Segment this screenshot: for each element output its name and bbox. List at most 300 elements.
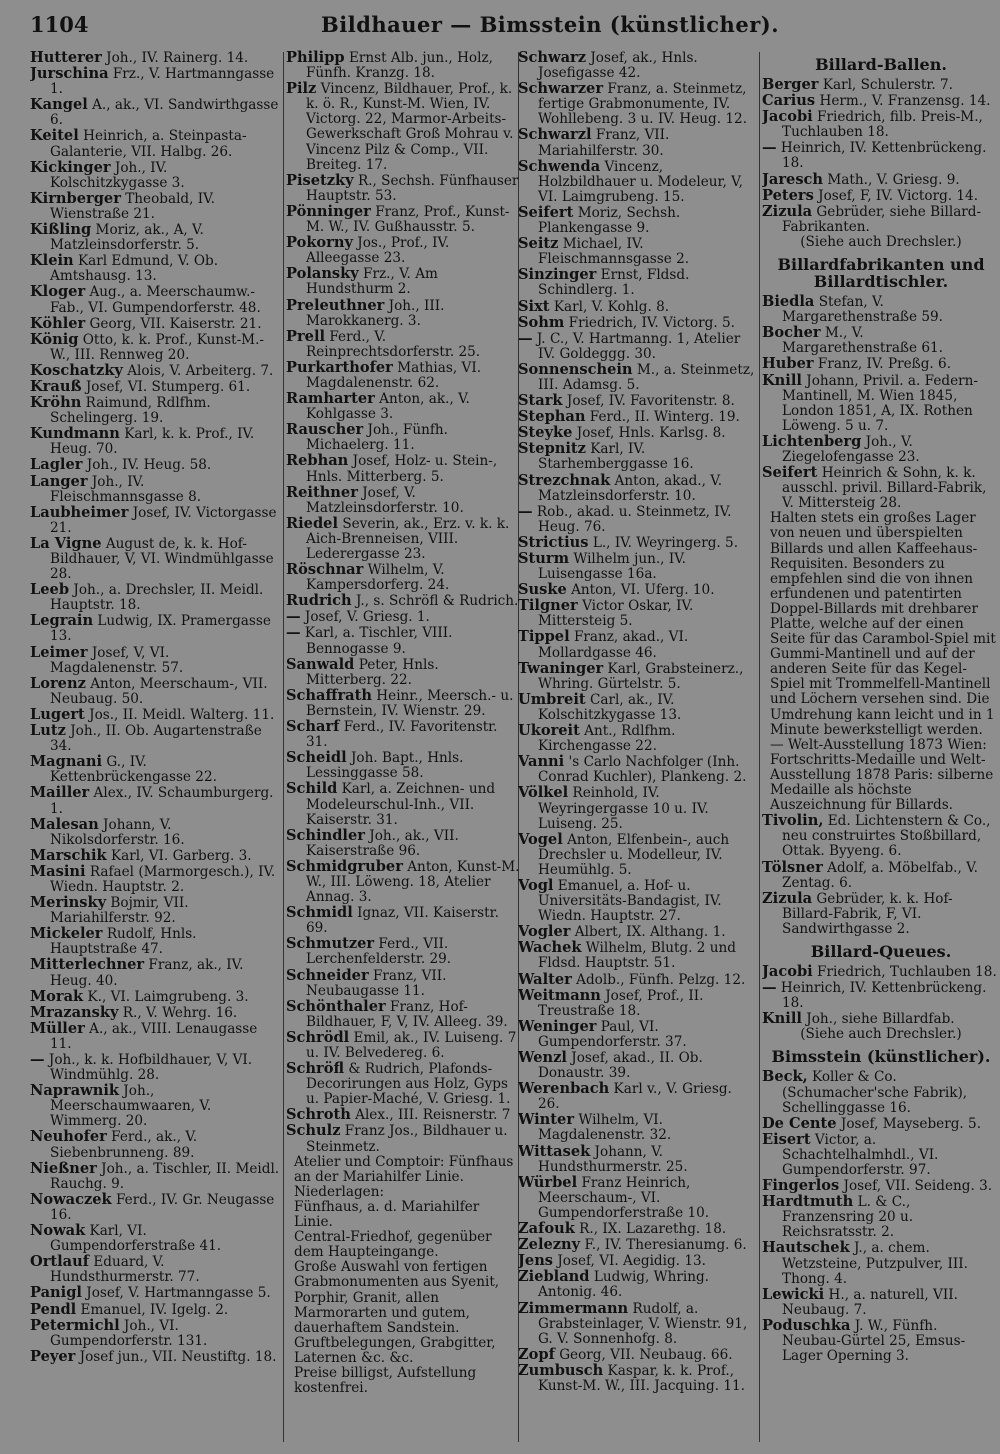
entry-details: Victor Oskar, IV. Mittersteig 5.	[538, 598, 694, 630]
entry-details: M., V. Margarethenstraße 61.	[782, 325, 943, 357]
entry-name: Wachek	[518, 939, 582, 957]
entry-details: Joh., IV. Fleischmannsgasse 8.	[50, 473, 202, 505]
entry-name: Seifert	[762, 464, 818, 482]
entry-name: Weninger	[518, 1017, 597, 1035]
directory-entry	[762, 891, 1000, 937]
directory-entry	[518, 127, 756, 158]
entry-details: Franz, akad., VI. Mollardgasse 46.	[538, 629, 689, 661]
entry-details: Ludwig, Whring. Antonig. 46.	[538, 1269, 709, 1301]
directory-entry	[30, 1254, 280, 1285]
entry-name: La Vigne	[30, 534, 102, 552]
entry-name: Nowak	[30, 1222, 86, 1240]
directory-entry	[518, 1175, 756, 1221]
directory-entry	[286, 968, 520, 999]
entry-name: De Cente	[762, 1114, 837, 1132]
directory-entry	[518, 661, 756, 692]
directory-entry	[286, 485, 520, 516]
entry-details: Josef, IV. Favoritenstr. 8.	[562, 393, 735, 410]
entry-name: Koschatzky	[30, 361, 123, 379]
entry-name: Wenzl	[518, 1049, 567, 1066]
entry-details: Josef, Mayseberg. 5.	[836, 1115, 982, 1132]
entry-details: Math., V. Griesg. 9.	[823, 171, 960, 188]
entry-details: Joh., V. Ziegelofengasse 23.	[782, 433, 920, 465]
entry-details: Karl, Grabsteinerz., Whring. Gürtelstr. 5.	[538, 660, 744, 692]
entry-name: Marschik	[30, 846, 107, 864]
entry-name: Schwarz	[518, 50, 587, 66]
directory-entry	[286, 1107, 520, 1123]
section-heading: Billard-Queues.	[810, 941, 952, 961]
directory-entry	[30, 128, 280, 159]
directory-entry	[30, 66, 280, 97]
entry-name: Scheidl	[286, 749, 347, 767]
directory-entry	[518, 940, 756, 971]
entry-details: Josef, IV. Victorgasse 21.	[50, 504, 277, 536]
entry-details: Josef, V. Griesg. 1.	[300, 609, 430, 626]
directory-entry	[762, 1194, 1000, 1240]
entry-details: Karl, IV. Starhemberggasse 16.	[538, 441, 694, 473]
directory-entry	[30, 284, 280, 315]
entry-details: Anton, Elfenbein-, auch Drechsler u. Modelleur, IV. Heumühlg. 5.	[538, 831, 730, 878]
entry-details: J., s. Schröfl & Rudrich.	[351, 593, 519, 610]
entry-details: Heinrich, a. Steinpasta-Galanterie, VII. Halbg. 26.	[50, 128, 247, 160]
directory-entry	[518, 1144, 756, 1175]
entry-details: L., IV. Weyringerg. 5.	[588, 534, 739, 551]
directory-entry	[286, 1030, 520, 1061]
entry-name: Sturm	[518, 550, 570, 567]
entry-name: Schwarzl	[518, 126, 592, 144]
entry-details: Kaspar, k. k. Prof., Kunst-M. W., III. Jacquing. 11.	[538, 1362, 745, 1394]
directory-entry	[30, 1302, 280, 1318]
entry-details: Franz, Hof-Bildhauer, F, V, IV. Alleeg. 39.	[306, 998, 508, 1030]
entry-name: Mickeler	[30, 925, 103, 943]
entry-details: Aug., a. Meerschaumw.-Fab., VI. Gumpendorferstr. 48.	[50, 284, 261, 316]
directory-entry	[762, 1132, 1000, 1178]
entry-details: Joh., III. Marokkanerg. 3.	[306, 297, 445, 329]
entry-details: Vincenz, Bildhauer, Prof., k. k. ö. R., Kunst-M. Wien, IV. Victorg. 22, Marmor-Arbeits-Gewerkschaft Groß Mohrau v. Vincenz Pilz & Comp., VII. Breiteg. 17.	[306, 81, 514, 173]
directory-entry	[762, 172, 1000, 188]
entry-name: Jurschina	[30, 65, 109, 83]
directory-entry	[518, 441, 756, 472]
directory-entry	[286, 828, 520, 859]
directory-entry	[286, 999, 520, 1030]
directory-entry	[30, 848, 280, 864]
entry-name: Vogel	[518, 830, 563, 848]
entry-details: Joh., ak., VII. Kaiserstraße 96.	[306, 827, 459, 859]
directory-entry	[762, 356, 1000, 372]
entry-name: Pokorny	[286, 234, 353, 252]
entry-details: Ferd., IV. Favoritenstr. 31.	[306, 719, 498, 751]
directory-entry	[286, 266, 520, 297]
entry-details: Heinrich, IV. Kettenbrückeng. 18.	[776, 980, 987, 1012]
entry-details: Anton, akad., V. Matzleinsdorferstr. 10.	[538, 472, 723, 504]
entry-name: Schulz	[286, 1122, 341, 1140]
entry-name: Neuhofer	[30, 1128, 107, 1146]
directory-entry	[286, 750, 520, 781]
directory-entry	[286, 235, 520, 266]
directory-entry	[518, 878, 756, 924]
column-rule	[283, 52, 284, 1442]
entry-name: Ortlauf	[30, 1253, 90, 1271]
entry-details: Karl Edmund, V. Ob. Amtshausg. 13.	[50, 253, 219, 285]
entry-details: Ludwig, IX. Pramergasse 13.	[50, 613, 271, 645]
entry-name: —	[286, 624, 301, 642]
entry-name: Mitterlechner	[30, 956, 145, 974]
entry-name: Stark	[518, 392, 563, 410]
column-rule	[759, 52, 760, 1442]
entry-details: H., a. naturell, VII. Neubaug. 7.	[782, 1286, 958, 1318]
entry-details: Joh., II. Ob. Augartenstraße 34.	[50, 723, 262, 755]
entry-details: Heinr., Meersch.- u. Bernstein, IV. Wienstr. 29.	[306, 687, 514, 719]
entry-details: Severin, ak., Erz. v. k. k. Aich-Brenneisen, VIII. Lederergasse 23.	[306, 515, 510, 562]
directory-entry	[30, 1223, 280, 1254]
directory-entry	[286, 81, 520, 173]
entry-name: —	[762, 979, 777, 997]
entry-details: Franz, ak., IV. Heug. 40.	[50, 957, 244, 989]
directory-entry	[286, 1123, 520, 1154]
directory-entry	[30, 457, 280, 473]
entry-details: Josef, VI. Stumperg. 61.	[81, 378, 251, 395]
entry-details: Karl v., V. Griesg. 26.	[538, 1081, 732, 1113]
entry-name: Zopf	[518, 1345, 555, 1363]
entry-name: Knill	[762, 1010, 802, 1028]
entry-details: J. W., Fünfh. Neubau-Gürtel 25, Emsus-Lager Operning 3.	[782, 1317, 966, 1365]
entry-name: Kirnberger	[30, 189, 121, 207]
advertisement-line: Niederlagen:	[294, 1183, 385, 1200]
entry-name: Fingerlos	[762, 1177, 840, 1195]
entry-details: Joh., k. k. Hofbildhauer, V, VI. Windmühlg. 28.	[44, 1052, 253, 1084]
entry-name: Lorenz	[30, 674, 86, 692]
directory-entry	[30, 316, 280, 332]
directory-entry	[30, 817, 280, 848]
directory-entry	[518, 267, 756, 298]
directory-entry	[518, 972, 756, 988]
entry-details: Adolb., Fünfh. Pelzg. 12.	[571, 971, 746, 988]
directory-entry	[286, 562, 520, 593]
entry-details: Rafael (Marmorgesch.), IV. Wiedn. Hauptstr. 2.	[50, 863, 276, 895]
entry-name: Magnani	[30, 753, 103, 771]
entry-details: Adolf, a. Möbelfab., V. Zentag. 6.	[782, 859, 978, 891]
directory-entry	[762, 980, 1000, 1011]
entry-name: Strezchnak	[518, 471, 611, 489]
entry-name: Krauß	[30, 377, 82, 395]
directory-entry	[762, 1240, 1000, 1286]
entry-details: Ferd., V. Reinprechtsdorferstr. 25.	[306, 328, 481, 360]
entry-name: Schmidgruber	[286, 857, 403, 875]
entry-details: Josef, VI. Aegidig. 13.	[553, 1253, 706, 1270]
entry-name: Panigl	[30, 1284, 82, 1302]
directory-entry	[762, 373, 1000, 434]
entry-details: Emanuel, a. Hof- u. Universitäts-Bandagist, IV. Wiedn. Hauptstr. 27.	[538, 877, 722, 925]
directory-entry	[286, 1061, 520, 1107]
directory-entry	[518, 629, 756, 660]
entry-name: Bocher	[762, 324, 821, 342]
directory-entry	[30, 1285, 280, 1301]
advertisement-line: Fünfhaus, a. d. Mariahilfer Linie.	[294, 1198, 480, 1231]
entry-name: —	[286, 608, 301, 626]
entry-details: Ant., Rdlfhm. Kirchengasse 22.	[538, 723, 676, 755]
entry-name: Lutz	[30, 722, 66, 740]
entry-name: Tölsner	[762, 858, 823, 876]
directory-entry	[518, 205, 756, 236]
directory-entry	[518, 362, 756, 393]
directory-entry	[30, 1318, 280, 1349]
entry-details: Franz Jos., Bildhauer u. Steinmetz.	[306, 1123, 508, 1155]
directory-entry	[30, 395, 280, 426]
entry-details: Anton, Kunst-M. W., III. Löweng. 18, Atelier Annag. 3.	[306, 858, 520, 906]
entry-name: Stepnitz	[518, 440, 586, 458]
directory-entry	[762, 1011, 1000, 1027]
entry-details: L. & C., Franzensring 20 u. Reichsratsstr. 2.	[782, 1194, 914, 1241]
entry-details: Friedrich, IV. Victorg. 5.	[564, 314, 735, 331]
entry-details: Karl, Schulerstr. 7.	[818, 77, 953, 93]
entry-name: Twaninger	[518, 659, 604, 677]
directory-entry	[286, 609, 520, 625]
entry-details: Ernst, Fldsd. Schindlerg. 1.	[538, 267, 690, 299]
entry-name: Pisetzky	[286, 171, 354, 189]
entry-details: & Rudrich, Plafonds-Decorirungen aus Holz, Gyps u. Papier-Maché, V. Griesg. 1.	[306, 1061, 511, 1108]
entry-details: Josef, Holz- u. Stein-, Hnls. Mitterberg. 5.	[306, 453, 498, 485]
entry-details: Anton, Meerschaum-, VII. Neubaug. 50.	[50, 675, 268, 707]
entry-details: Bojmir, VII. Mariahilferstr. 92.	[50, 895, 189, 927]
entry-details: Franz Heinrich, Meerschaum-, VI. Gumpendorferstraße 10.	[538, 1174, 710, 1221]
running-title: Bildhauer — Bimsstein (künstlicher).	[320, 12, 779, 37]
entry-name: Eisert	[762, 1130, 811, 1148]
entry-name: Weitmann	[518, 986, 601, 1004]
directory-entry	[30, 332, 280, 363]
entry-name: Rebhan	[286, 452, 349, 470]
entry-details: Otto, k. k. Prof., Kunst-M.-W., III. Rennweg 20.	[50, 331, 265, 363]
entry-name: Scharf	[286, 718, 340, 736]
entry-name: Schwenda	[518, 157, 601, 175]
entry-name: —	[762, 139, 777, 157]
entry-name: Jens	[518, 1252, 554, 1270]
directory-entry	[518, 1269, 756, 1300]
entry-details: A., ak., VI. Sandwirthgasse 6.	[50, 97, 279, 129]
entry-name: Lewicki	[762, 1285, 825, 1303]
directory-entry	[286, 936, 520, 967]
entry-name: Huber	[762, 355, 814, 373]
directory-entry	[30, 379, 280, 395]
entry-details: Josef jun., VII. Neustiftg. 18.	[75, 1348, 277, 1365]
entry-name: —	[518, 502, 533, 520]
entry-name: Lugert	[30, 705, 85, 723]
entry-name: Kundmann	[30, 425, 120, 443]
advertisement-block	[762, 511, 1000, 813]
entry-name: Schneider	[286, 966, 369, 984]
entry-name: Zelezny	[518, 1236, 581, 1254]
entry-name: Merinsky	[30, 894, 107, 912]
directory-entry	[30, 895, 280, 926]
entry-details: Franz, Prof., Kunst-M. W., IV. Gußhausstr. 5.	[306, 203, 510, 236]
entry-details: Johann, V. Nikolsdorferstr. 16.	[50, 816, 185, 848]
entry-details: August de, k. k. Hof-Bildhauer, V, VI. Windmühlgasse 28.	[50, 535, 274, 583]
directory-entry	[518, 754, 756, 785]
entry-name: Petermichl	[30, 1316, 120, 1334]
entry-name: Biedla	[762, 293, 815, 311]
directory-entry	[30, 363, 280, 379]
entry-details: Jos., II. Meidl. Walterg. 11.	[84, 706, 275, 723]
entry-details: Koller & Co. (Schumacher'sche Fabrik), Schellinggasse 16.	[782, 1069, 968, 1116]
entry-name: Hautschek	[762, 1239, 850, 1257]
entry-details: Wilhelm, VI. Magdalenenstr. 32.	[538, 1112, 672, 1144]
directory-entry	[518, 425, 756, 441]
column-1	[30, 50, 280, 1445]
directory-entry	[286, 173, 520, 204]
directory-entry	[518, 1347, 756, 1363]
directory-entry	[286, 657, 520, 688]
entry-details: Josef, akad., II. Ob. Donaustr. 39.	[538, 1050, 703, 1082]
entry-details: Joh., siehe Billardfab.	[801, 1011, 955, 1028]
entry-details: Ferd., VII. Lerchenfelderstr. 29.	[306, 936, 452, 968]
entry-details: Karl, V. Kohlg. 8.	[549, 298, 670, 315]
directory-entry	[30, 785, 280, 816]
entry-details: Josef, VII. Seideng. 3.	[839, 1178, 993, 1195]
directory-entry	[762, 1116, 1000, 1132]
entry-details: K., VI. Laimgrubeng. 3.	[83, 988, 249, 1005]
entry-name: Tippel	[518, 628, 570, 646]
directory-entry	[518, 393, 756, 409]
page-number: 1104	[30, 12, 89, 37]
directory-entry	[518, 315, 756, 331]
entry-details: Josef, Hnls. Karlsg. 8.	[572, 425, 726, 442]
entry-details: Joh., a. Tischler, II. Meidl. Rauchg. 9.	[50, 1160, 280, 1192]
entry-name: Vogl	[518, 876, 554, 894]
section-heading: Billardfabrikanten und Billardtischler.	[777, 255, 985, 292]
entry-details: Herm., V. Franzensg. 14.	[815, 93, 991, 110]
directory-entry	[30, 1161, 280, 1192]
entry-name: Preleuthner	[286, 296, 385, 314]
directory-entry	[286, 859, 520, 905]
directory-entry	[30, 1349, 280, 1365]
entry-details: Moriz, Sechsh. Plankengasse 9.	[538, 204, 681, 237]
entry-name: Völkel	[518, 784, 569, 802]
directory-entry	[518, 1112, 756, 1143]
entry-name: Mrazansky	[30, 1003, 119, 1021]
directory-entry	[518, 1081, 756, 1112]
directory-entry	[30, 1021, 280, 1052]
entry-name: Schrödl	[286, 1028, 350, 1046]
directory-entry	[518, 582, 756, 598]
entry-name: Kißling	[30, 221, 92, 239]
entry-details: Ferd., IV. Gr. Neugasse 16.	[50, 1191, 275, 1223]
entry-name: Rauscher	[286, 421, 364, 439]
entry-name: Zizula	[762, 889, 813, 907]
entry-name: Schönthaler	[286, 997, 386, 1015]
entry-name: Polansky	[286, 265, 359, 283]
directory-entry	[518, 409, 756, 425]
directory-entry	[518, 924, 756, 940]
entry-details: Alex., IV. Schaumburgerg. 1.	[50, 785, 274, 817]
entry-name: Mailler	[30, 784, 90, 802]
directory-entry	[286, 781, 520, 827]
entry-name: Sonnenschein	[518, 360, 633, 378]
directory-entry	[286, 50, 520, 81]
entry-name: Werenbach	[518, 1080, 610, 1098]
entry-details: Karl, k. k. Prof., IV. Heug. 70.	[50, 426, 255, 458]
directory-entry	[286, 204, 520, 235]
entry-details: Rudolf, a. Grabsteinlager, V. Wienstr. 91, G. V. Sonnenhofg. 8.	[538, 1300, 748, 1347]
entry-name: Prell	[286, 327, 326, 345]
entry-details: Franz, a. Steinmetz, fertige Grabmonumente, IV. Wohllebeng. 3 u. IV. Heug. 12.	[538, 81, 748, 128]
entry-name: Sohm	[518, 313, 565, 331]
entry-details: Michael, IV. Fleischmannsgasse 2.	[538, 236, 690, 268]
directory-entry	[518, 1050, 756, 1081]
entry-details: Franz, VII. Mariahilferstr. 30.	[538, 127, 670, 159]
entry-details: Stefan, V. Margarethenstraße 59.	[782, 294, 943, 326]
entry-name: Müller	[30, 1019, 85, 1037]
entry-name: Naprawnik	[30, 1082, 119, 1100]
entry-details: Vincenz, Holzbildhauer u. Modeleur, V, VI. Laimgrubeng. 15.	[538, 158, 743, 205]
directory-entry	[286, 453, 520, 484]
entry-details: R., IX. Lazarethg. 18.	[574, 1221, 727, 1238]
entry-details: Karl, VI. Gumpendorferstraße 41.	[50, 1223, 222, 1255]
entry-name: Lagler	[30, 456, 83, 474]
entry-name: Kickinger	[30, 158, 111, 176]
entry-details: Georg, VII. Kaiserstr. 21.	[85, 315, 262, 332]
entry-details: Eduard, V. Hundsthurmerstr. 77.	[50, 1254, 200, 1286]
directory-entry	[518, 1221, 756, 1237]
entry-name: Schroth	[286, 1106, 351, 1124]
entry-name: Morak	[30, 987, 84, 1005]
cross-reference-note: (Siehe auch Drechsler.)	[800, 1026, 962, 1043]
directory-entry	[30, 676, 280, 707]
directory-entry	[518, 1363, 756, 1394]
directory-entry	[762, 325, 1000, 356]
directory-entry	[30, 613, 280, 644]
entry-name: Knill	[762, 371, 802, 389]
cross-reference-note: (Siehe auch Drechsler.)	[800, 233, 962, 250]
directory-entry	[30, 97, 280, 128]
entry-details: Ferd., II. Winterg. 19.	[585, 409, 740, 426]
entry-details: Joh., IV. Kolschitzkygasse 3.	[50, 159, 185, 191]
directory-entry	[30, 253, 280, 284]
directory-entry	[518, 504, 756, 535]
directory-entry	[286, 625, 520, 656]
entry-name: Tilgner	[518, 597, 578, 615]
entry-name: Kloger	[30, 283, 86, 301]
entry-name: Zafouk	[518, 1220, 575, 1238]
entry-details: Joh., Meerschaumwaaren, V. Wimmerg. 20.	[50, 1083, 212, 1130]
entry-details: Karl, VI. Garberg. 3.	[106, 847, 252, 864]
entry-name: Schindler	[286, 826, 365, 844]
entry-details: J., a. chem. Wetzsteine, Putzpulver, III. Thong. 4.	[782, 1240, 968, 1287]
entry-name: Schaffrath	[286, 686, 372, 704]
directory-entry	[30, 536, 280, 582]
entry-name: Leimer	[30, 643, 88, 661]
entry-name: Schwarzer	[518, 80, 604, 98]
entry-name: Beck,	[762, 1068, 808, 1086]
entry-details: Karl, a. Tischler, VIII. Bennogasse 9.	[300, 625, 453, 657]
directory-entry	[518, 785, 756, 831]
directory-entry	[762, 140, 1000, 171]
directory-entry	[30, 1052, 280, 1083]
directory-entry	[762, 465, 1000, 511]
entry-name: Kröhn	[30, 394, 82, 412]
directory-entry	[518, 692, 756, 723]
entry-name: Steyke	[518, 424, 573, 442]
entry-name: Klein	[30, 252, 74, 270]
directory-entry	[286, 688, 520, 719]
entry-details: J. C., V. Hartmanng. 1, Atelier IV. Goldeggg. 30.	[532, 330, 741, 362]
directory-entry	[762, 93, 1000, 109]
entry-name: Langer	[30, 472, 88, 490]
page-header	[0, 8, 1000, 48]
directory-entry	[30, 1129, 280, 1160]
directory-entry	[518, 1237, 756, 1253]
entry-name: Pilz	[286, 80, 317, 98]
directory-entry	[30, 1192, 280, 1223]
directory-entry	[30, 50, 280, 66]
